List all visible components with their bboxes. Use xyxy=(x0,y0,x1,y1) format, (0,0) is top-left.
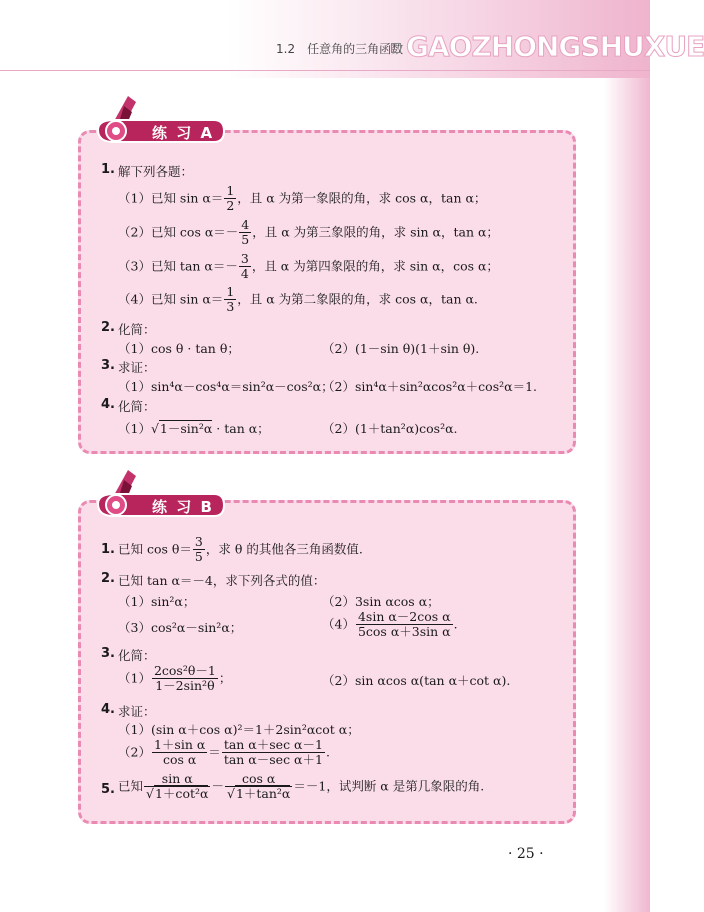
header-brand-watermark: GAOZHONGSHUXUE xyxy=(406,30,704,63)
b-q4-text: 求证： xyxy=(118,704,156,719)
b-q2-item-4: （4） $\frac{\text{4sin α－2cos α}}{\text{5cos α＋3sin α}}$ . xyxy=(322,609,458,640)
b-q3-item-2: （2）sin αcos α(tan α＋cot α). xyxy=(322,673,511,688)
b-q4-item-2: （2） $\frac{\text{1＋sin α}}{\text{cos α}}$ ＝ $\frac{\text{tan α＋sec α－1}}{\text{tan α－sec α＋1}}$ . xyxy=(118,737,330,768)
b-q2-item-3: （3）cos²α－sin²α； xyxy=(118,620,243,635)
a-q1-item-2: （2）已知 cos α＝－ $\frac{4}{5}$ ，且 α 为第三象限的角，求 sin α，tan α； xyxy=(118,217,499,248)
page-number: · 25 · xyxy=(508,846,544,862)
b-q2-item-2: （2）3sin αcos α； xyxy=(322,594,440,609)
a-q4-item-1: （1）√1－sin²α · tan α； xyxy=(118,421,270,436)
header-rule xyxy=(0,70,650,71)
exercise-b-title: 练 习 B xyxy=(152,498,214,516)
running-header: 1.2 任意角的三角函数 xyxy=(276,42,404,56)
a-q3-number: 3. xyxy=(101,358,115,373)
a-q3-item-1: （1）sin⁴α－cos⁴α＝sin²α－cos²α； xyxy=(118,379,334,394)
a-q1-number: 1. xyxy=(101,162,115,177)
b-q3-number: 3. xyxy=(101,646,115,661)
a-q1-text: 解下列各题： xyxy=(118,164,194,179)
b-q5-number: 5. xyxy=(101,782,115,797)
b-q1-text: 已知 cos θ＝ $\frac{3}{5}$ ，求 θ 的其他各三角函数值. xyxy=(118,534,363,565)
a-q1-item-4: （4）已知 sin α＝ $\frac{1}{3}$ ，且 α 为第二象限的角，求 cos α，tan α. xyxy=(118,284,478,315)
b-q4-item-1: （1）(sin α＋cos α)²＝1＋2sin²αcot α； xyxy=(118,722,360,737)
a-q3-item-2: （2）sin⁴α＋sin²αcos²α＋cos²α＝1. xyxy=(322,379,537,394)
page-edge-strip xyxy=(604,78,650,912)
b-q2-text: 已知 tan α＝－4，求下列各式的值： xyxy=(118,573,326,588)
a-q2-item-1: （1）cos θ · tan θ； xyxy=(118,341,240,356)
a-q1-item-1: （1）已知 sin α＝ $\frac{1}{2}$ ，且 α 为第一象限的角，求 cos α，tan α； xyxy=(118,183,487,214)
a-q2-text: 化简： xyxy=(118,322,156,337)
header-square-icon xyxy=(391,43,401,53)
b-q2-item-1: （1）sin²α； xyxy=(118,594,196,609)
a-q2-item-2: （2）(1－sin θ)(1＋sin θ). xyxy=(322,341,480,356)
b-q4-number: 4. xyxy=(101,702,115,717)
b-q3-item-1: （1） $\frac{\text{2cos²θ－1}}{\text{1－2sin²θ}}$ ； xyxy=(118,663,232,694)
b-q5-text: 已知 $\frac{\text{sin α}}{\text{√1＋cot²α}}$ － $\frac{\text{cos α}}{\text{√1＋tan²α}}$ ＝－1，试判断 α 是第几象限的角. xyxy=(118,771,485,802)
a-q4-number: 4. xyxy=(101,397,115,412)
exercise-a-title: 练 习 A xyxy=(152,124,215,142)
b-q3-text: 化简： xyxy=(118,648,156,663)
a-q4-text: 化简： xyxy=(118,399,156,414)
a-q1-item-3: （3）已知 tan α＝－ $\frac{3}{4}$ ，且 α 为第四象限的角，求 sin α，cos α； xyxy=(118,251,499,282)
b-q1-number: 1. xyxy=(101,542,115,557)
b-q2-number: 2. xyxy=(101,571,115,586)
a-q2-number: 2. xyxy=(101,320,115,335)
a-q4-item-2: （2）(1＋tan²α)cos²α. xyxy=(322,421,458,436)
a-q3-text: 求证： xyxy=(118,360,156,375)
